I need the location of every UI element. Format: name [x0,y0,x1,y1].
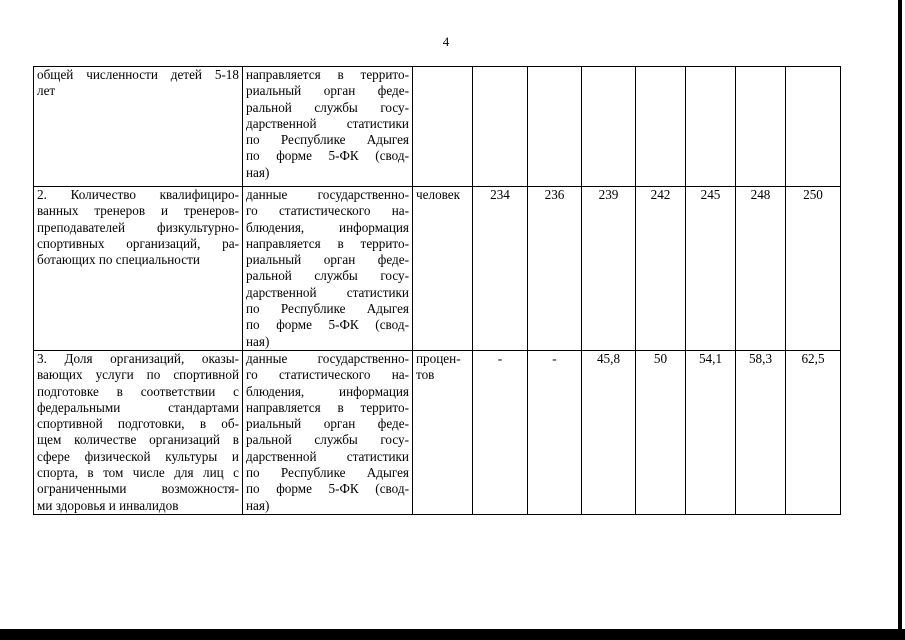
source-line: ральной службы госу- [246,432,409,448]
indicator-line: вающих услуги по спортивной [37,367,239,383]
source-line: блюдения, информация [246,219,409,235]
source-line: риальный орган феде- [246,83,409,99]
source-line: данные государственно- [246,187,409,202]
indicator-line: 2. Количество квалифициро- [37,187,239,202]
source-line: ная) [246,333,270,349]
source-line: по Республике Адыгея [246,465,409,481]
unit-cell [413,67,473,187]
source-line: го статистического на- [246,367,409,383]
source-line: направляется в террито- [246,399,409,415]
source-line: направляется в террито- [246,235,409,251]
value-cell [473,67,528,187]
source-line: по форме 5-ФК (свод- [246,317,409,333]
source-line: го статистического на- [246,203,409,219]
indicator-cell [34,350,243,514]
indicator-line: преподавателей физкультурно- [37,219,239,235]
value-cell: 236 [528,187,582,351]
value-cell: 50 [636,350,686,514]
value-cell [786,67,841,187]
source-line: блюдения, информация [246,383,409,399]
indicator-line: щем количестве организаций в [37,432,239,448]
indicators-table [33,66,841,515]
value-cell [686,67,736,187]
value-cell [528,67,582,187]
value-cell [582,67,636,187]
value-cell: 239 [582,187,636,351]
source-line: данные государственно- [246,350,409,366]
indicator-line: ванных тренеров и тренеров- [37,203,239,219]
indicator-line: подготовке в соответствии с [37,383,239,399]
indicator-line: ботающих по специальности [37,252,200,268]
source-line: по Республике Адыгея [246,132,409,148]
source-line: дарственной статистики [246,284,409,300]
source-line: риальный орган феде- [246,416,409,432]
indicator-line: 3. Доля организаций, оказы- [37,350,239,366]
value-cell: 242 [636,187,686,351]
value-cell: 62,5 [786,350,841,514]
value-cell: 58,3 [736,350,786,514]
source-line: дарственной статистики [246,115,409,131]
source-cell [243,187,413,351]
value-cell: - [528,350,582,514]
value-cell [636,67,686,187]
unit-cell: процен-тов [413,350,473,514]
value-cell: 245 [686,187,736,351]
value-cell: 45,8 [582,350,636,514]
indicator-line: спортивной подготовки, в об- [37,416,239,432]
value-cell: 248 [736,187,786,351]
source-line: ральной службы госу- [246,268,409,284]
source-line: дарственной статистики [246,448,409,464]
indicator-line: общей численности детей 5-18 [37,67,239,82]
table-row [34,187,841,351]
indicator-line: спорта, в том числе для лиц с [37,465,239,481]
value-cell: - [473,350,528,514]
table-row [34,67,841,187]
indicator-line: лет [37,83,56,99]
source-line: ная) [246,497,270,513]
page-edge-right [898,0,902,640]
source-line: по форме 5-ФК (свод- [246,481,409,497]
value-cell: 234 [473,187,528,351]
page-number: 4 [442,34,450,49]
table-row [34,350,841,514]
indicator-line: федеральными стандартами [37,399,239,415]
source-line: направляется в террито- [246,67,409,82]
page-edge-bottom [0,629,905,640]
unit-cell: человек [413,187,473,351]
value-cell: 54,1 [686,350,736,514]
value-cell: 250 [786,187,841,351]
indicator-cell [34,187,243,351]
indicator-line: сфере физической культуры и [37,448,239,464]
indicator-line: ограниченными возможностя- [37,481,239,497]
source-line: по форме 5-ФК (свод- [246,148,409,164]
value-cell [736,67,786,187]
source-cell [243,350,413,514]
source-line: ная) [246,164,270,180]
indicator-line: ми здоровья и инвалидов [37,497,179,513]
source-line: ральной службы госу- [246,99,409,115]
source-line: по Республике Адыгея [246,301,409,317]
source-cell [243,67,413,187]
source-line: риальный орган феде- [246,252,409,268]
indicator-cell [34,67,243,187]
indicator-line: спортивных организаций, ра- [37,235,239,251]
